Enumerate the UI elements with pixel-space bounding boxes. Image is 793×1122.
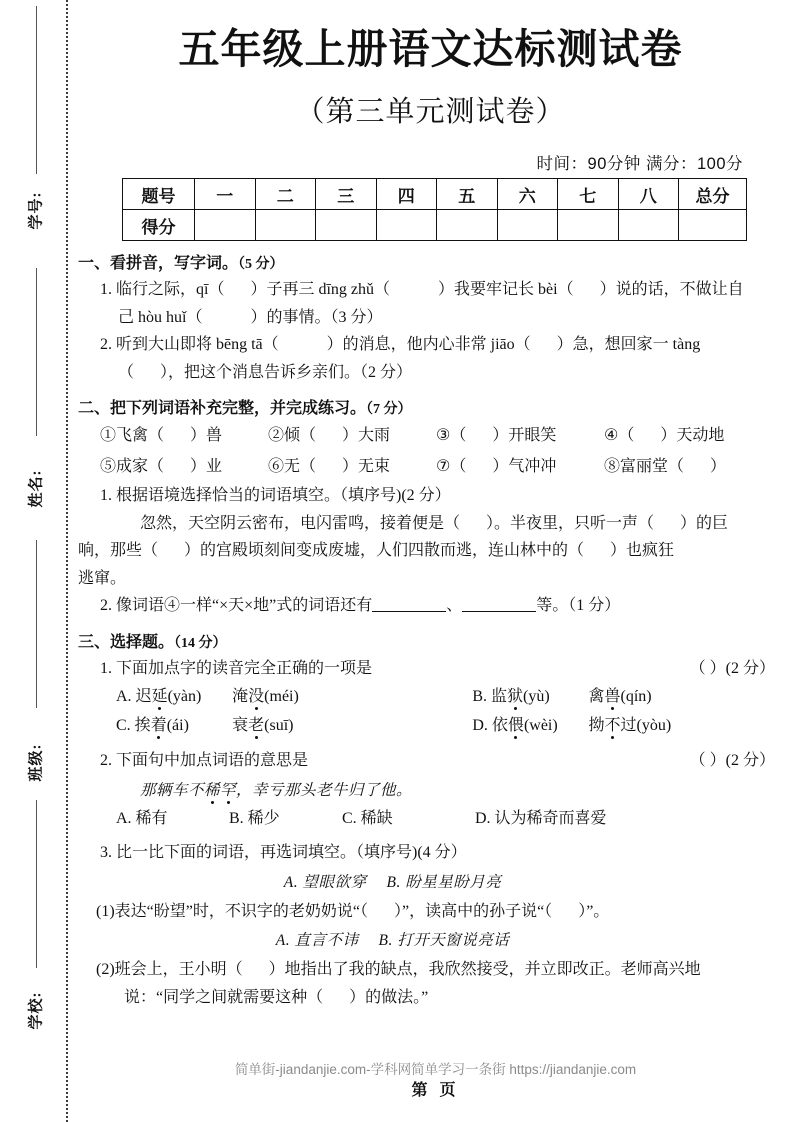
q3-choice-2a[interactable]: A. 直言不讳 bbox=[275, 932, 359, 950]
q3-choice-set-1 bbox=[78, 867, 787, 898]
q3-sub2-text-b: ）地指出了我的缺点，我欣然接受，并立即改正。老师高兴地 bbox=[268, 961, 701, 979]
idiom-2-head: ②倾（ bbox=[268, 427, 317, 445]
idiom-item-7 bbox=[436, 452, 604, 482]
rail-segment bbox=[36, 268, 37, 436]
exam-meta: 时间：90分钟 满分：100分 bbox=[536, 155, 743, 174]
score-input-cell[interactable] bbox=[376, 210, 437, 241]
q1-text-e: 己 hòu huǐ（ bbox=[118, 308, 203, 326]
margin-label-name: 姓名: bbox=[28, 469, 45, 508]
table-row bbox=[123, 179, 747, 210]
option-pinyin: (wèi) bbox=[523, 717, 558, 735]
option-pinyin: 过(yòu) bbox=[620, 717, 672, 735]
option-pinyin: (qín) bbox=[620, 688, 652, 706]
q3-sub2-text-d: ）的做法。” bbox=[349, 988, 429, 1006]
option-label: B. bbox=[472, 688, 492, 706]
option-dotted-char: 不 bbox=[604, 717, 621, 735]
idiom-item-2 bbox=[268, 421, 436, 451]
rail-segment bbox=[36, 540, 37, 708]
q2-option-c[interactable]: C. 稀缺 bbox=[342, 810, 393, 828]
q1-option-d2[interactable] bbox=[588, 712, 787, 741]
q3-choice-set-2 bbox=[78, 925, 787, 956]
q2-text-d: （ bbox=[118, 363, 135, 381]
idiom-3-tail: ）开眼笑 bbox=[492, 427, 557, 445]
option-word: 挨 bbox=[134, 717, 151, 735]
sub2-text-c: 等。（1 分） bbox=[536, 597, 621, 615]
score-col-4: 四 bbox=[376, 179, 437, 210]
score-input-cell[interactable] bbox=[316, 210, 377, 241]
margin-label-school: 学校: bbox=[28, 991, 45, 1030]
section-one-q2-line2 bbox=[118, 359, 787, 387]
score-input-cell-total[interactable] bbox=[679, 210, 747, 241]
section-three-q1-stem bbox=[100, 655, 787, 684]
page-subtitle: （第三单元测试卷） bbox=[295, 96, 566, 129]
page-title: 五年级上册语文达标测试卷 bbox=[178, 26, 683, 72]
idiom-item-5 bbox=[100, 452, 268, 482]
q1-text-d: ）说的话，不做让自 bbox=[599, 281, 744, 299]
q1-option-a2[interactable] bbox=[232, 683, 472, 712]
left-margin-rail bbox=[0, 0, 66, 1122]
option-dotted-char: 老 bbox=[248, 717, 265, 735]
option-word: 拗 bbox=[588, 717, 605, 735]
idiom-8-head: ⑧富丽堂（ bbox=[604, 457, 685, 475]
option-label: C. bbox=[116, 717, 135, 735]
q2-text-e: ），把这个消息告诉乡亲们。（2 分） bbox=[160, 363, 413, 381]
q1-option-a[interactable] bbox=[116, 683, 232, 712]
option-pinyin: (ái) bbox=[166, 717, 189, 735]
idiom-row-1 bbox=[100, 421, 787, 451]
option-word: 淹 bbox=[232, 688, 249, 706]
option-dotted-char: 延 bbox=[151, 688, 168, 706]
q3-sub1-text-c: ）”。 bbox=[578, 902, 610, 920]
section-three-q2-stem bbox=[100, 747, 787, 776]
site-watermark: 简单街-jiandanjie.com-学科网简单学习一条街 https://jiandanjie.com bbox=[234, 1062, 637, 1077]
sentence-dotted-char: 稀 bbox=[204, 781, 221, 799]
sub1-text-b: ）。半夜里，只听一声（ bbox=[486, 514, 655, 532]
idiom-item-1 bbox=[100, 421, 268, 451]
section-one-q1-line1 bbox=[100, 276, 787, 304]
q1-text-a: 1. 临行之际，qī（ bbox=[100, 281, 225, 299]
option-dotted-char: 没 bbox=[248, 688, 265, 706]
score-col-5: 五 bbox=[437, 179, 498, 210]
idiom-1-tail: ）兽 bbox=[190, 427, 223, 445]
option-word: 禽 bbox=[588, 688, 605, 706]
section-three-points: （14 分） bbox=[174, 635, 227, 651]
score-col-8: 八 bbox=[618, 179, 679, 210]
q2-option-b[interactable]: B. 稀少 bbox=[229, 810, 280, 828]
sentence-part-b: ，幸亏那头老牛归了他。 bbox=[236, 781, 413, 799]
section-one-q2-line1 bbox=[100, 331, 787, 359]
idiom-4-head: ④（ bbox=[604, 427, 635, 445]
score-input-cell[interactable] bbox=[558, 210, 619, 241]
q1-option-row-ab bbox=[116, 683, 787, 712]
option-word: 监 bbox=[491, 688, 508, 706]
rail-segment bbox=[36, 6, 37, 174]
idiom-7-head: ⑦（ bbox=[436, 457, 467, 475]
sub1-text-e: ）的宫殿顷刻间变成废墟，人们四散而逃，连山林中的（ bbox=[184, 542, 585, 560]
idiom-3-head: ③（ bbox=[436, 427, 467, 445]
q3-sub2-text-c: 说：“同学之间就需要这种（ bbox=[124, 988, 324, 1006]
score-col-3: 三 bbox=[316, 179, 377, 210]
idiom-4-tail: ）天动地 bbox=[660, 427, 725, 445]
option-word: 衰 bbox=[232, 717, 249, 735]
idiom-1-head: ①飞禽（ bbox=[100, 427, 165, 445]
option-dotted-char: 着 bbox=[150, 717, 167, 735]
q2-option-d[interactable]: D. 认为稀奇而喜爱 bbox=[475, 810, 607, 828]
score-input-cell[interactable] bbox=[497, 210, 558, 241]
score-input-cell[interactable] bbox=[437, 210, 498, 241]
section-three bbox=[78, 629, 793, 1011]
section-two-sub1-line1 bbox=[140, 510, 787, 538]
q1-answer-slot[interactable]: （ ）(2 分） bbox=[689, 659, 775, 677]
section-two bbox=[78, 395, 793, 619]
q3-sub1-text-b: ）”，读高中的孙子说“（ bbox=[393, 902, 553, 920]
option-dotted-char: 兽 bbox=[604, 688, 621, 706]
score-input-cell[interactable] bbox=[255, 210, 316, 241]
answer-blank-line[interactable] bbox=[462, 597, 536, 612]
q2-example-sentence bbox=[140, 776, 787, 805]
sub2-text-b: 、 bbox=[446, 597, 463, 615]
table-row bbox=[123, 210, 747, 241]
section-three-q3-sub2-line1 bbox=[96, 956, 787, 984]
sentence-dotted-char: 罕 bbox=[220, 781, 237, 799]
section-three-q3-stem: 3. 比一比下面的词语，再选词填空。（填序号)(4 分） bbox=[100, 843, 467, 861]
score-col-6: 六 bbox=[497, 179, 558, 210]
option-pinyin: (méi) bbox=[264, 688, 299, 706]
q2-answer-slot[interactable]: （ ）(2 分） bbox=[689, 751, 775, 769]
idiom-5-tail: ）业 bbox=[190, 457, 223, 475]
sub1-text-a: 忽然，天空阴云密布，电闪雷鸣，接着便是（ bbox=[140, 514, 461, 532]
q3-sub2-text-a: (2)班会上，王小明（ bbox=[96, 961, 243, 979]
tear-line bbox=[66, 0, 68, 1122]
section-two-heading bbox=[78, 395, 787, 418]
option-word: 迟 bbox=[135, 688, 152, 706]
section-two-sub1-title: 1. 根据语境选择恰当的词语填空。（填序号)(2 分） bbox=[100, 486, 451, 504]
q1-stem-text: 1. 下面加点字的读音完全正确的一项是 bbox=[100, 659, 373, 677]
q2-text-b: ）的消息，他内心非常 jiāo（ bbox=[326, 336, 531, 354]
margin-label-student-id: 学号: bbox=[28, 191, 45, 230]
section-two-sub1-line2 bbox=[78, 537, 787, 565]
score-col-total: 总分 bbox=[679, 179, 747, 210]
idiom-item-8 bbox=[604, 452, 772, 482]
q1-text-f: ）的事情。（3 分） bbox=[250, 308, 383, 326]
option-label: A. bbox=[116, 688, 136, 706]
score-row-label: 题号 bbox=[123, 179, 195, 210]
idiom-row-2 bbox=[100, 452, 787, 482]
q1-option-d[interactable] bbox=[472, 712, 588, 741]
q2-text-c: ）急，想回家一 tàng bbox=[556, 336, 701, 354]
score-input-cell[interactable] bbox=[195, 210, 256, 241]
q2-text-a: 2. 听到大山即将 bēng tā（ bbox=[100, 336, 279, 354]
q3-sub1-text-a: (1)表达“盼望”时，不识字的老奶奶说“（ bbox=[96, 902, 368, 920]
q1-option-b2[interactable] bbox=[588, 683, 787, 712]
idiom-item-3 bbox=[436, 421, 604, 451]
q1-text-c: ）我要牢记长 bèi（ bbox=[438, 281, 574, 299]
score-col-1: 一 bbox=[195, 179, 256, 210]
section-three-title: 三、选择题。 bbox=[78, 633, 175, 651]
section-one-q1-line2 bbox=[118, 304, 787, 332]
option-pinyin: (yù) bbox=[523, 688, 550, 706]
section-two-sub1-line3: 逃窜。 bbox=[78, 569, 127, 587]
option-label: D. bbox=[472, 717, 492, 735]
sub1-text-c: ）的巨 bbox=[680, 514, 729, 532]
idiom-6-head: ⑥无（ bbox=[268, 457, 317, 475]
sentence-part-a: 那辆车不 bbox=[140, 781, 205, 799]
page-number-mark: 第 页 bbox=[411, 1082, 460, 1099]
section-three-q3-sub1 bbox=[96, 898, 787, 926]
section-one bbox=[78, 250, 793, 386]
exam-page bbox=[78, 0, 793, 1122]
idiom-7-tail: ）气冲冲 bbox=[492, 457, 557, 475]
rail-segment bbox=[36, 800, 37, 968]
q2-stem-text: 2. 下面句中加点词语的意思是 bbox=[100, 751, 309, 769]
sub2-text-a: 2. 像词语④一样“×天×地”式的词语还有 bbox=[100, 597, 373, 615]
score-table bbox=[122, 178, 747, 241]
section-two-sub2 bbox=[100, 592, 787, 620]
section-three-heading bbox=[78, 629, 787, 652]
section-two-title: 二、把下列词语补充完整，并完成练习。 bbox=[78, 400, 367, 418]
idiom-6-tail: ）无束 bbox=[342, 457, 391, 475]
score-input-cell[interactable] bbox=[618, 210, 679, 241]
score-col-2: 二 bbox=[255, 179, 316, 210]
idiom-8-tail: ） bbox=[710, 457, 727, 475]
q1-option-row-cd bbox=[116, 712, 787, 741]
margin-label-class: 班级: bbox=[28, 743, 45, 782]
q2-option-a[interactable]: A. 稀有 bbox=[116, 810, 168, 828]
q1-option-b[interactable] bbox=[472, 683, 588, 712]
section-two-points: （7 分） bbox=[366, 402, 412, 418]
q3-choice-1a[interactable]: A. 望眼欲穿 bbox=[283, 873, 367, 891]
option-pinyin: (yàn) bbox=[167, 688, 202, 706]
q2-option-row bbox=[116, 805, 787, 834]
option-dotted-char: 狱 bbox=[507, 688, 524, 706]
q1-option-c[interactable] bbox=[116, 712, 232, 741]
option-word: 依 bbox=[491, 717, 508, 735]
q3-choice-2b[interactable]: B. 打开天窗说亮话 bbox=[378, 932, 510, 950]
option-pinyin: (suī) bbox=[264, 717, 294, 735]
answer-blank-line[interactable] bbox=[372, 597, 446, 612]
idiom-item-6 bbox=[268, 452, 436, 482]
section-three-q3-sub2-line2 bbox=[124, 984, 787, 1012]
section-one-points: （5 分） bbox=[238, 257, 284, 273]
q1-option-c2[interactable] bbox=[232, 712, 472, 741]
section-one-heading bbox=[78, 250, 787, 273]
idiom-item-4 bbox=[604, 421, 772, 451]
sub1-text-d: 响，那些（ bbox=[78, 542, 159, 560]
section-one-title: 一、看拼音，写字词。 bbox=[78, 255, 239, 273]
sub1-text-f: ）也疯狂 bbox=[610, 542, 675, 560]
q1-text-b: ）子再三 dīng zhǔ（ bbox=[250, 281, 391, 299]
option-dotted-char: 偎 bbox=[507, 717, 524, 735]
idiom-2-tail: ）大雨 bbox=[342, 427, 391, 445]
q3-choice-1b[interactable]: B. 盼星星盼月亮 bbox=[386, 873, 502, 891]
score-row-label: 得分 bbox=[123, 210, 195, 241]
idiom-5-head: ⑤成家（ bbox=[100, 457, 165, 475]
score-col-7: 七 bbox=[558, 179, 619, 210]
